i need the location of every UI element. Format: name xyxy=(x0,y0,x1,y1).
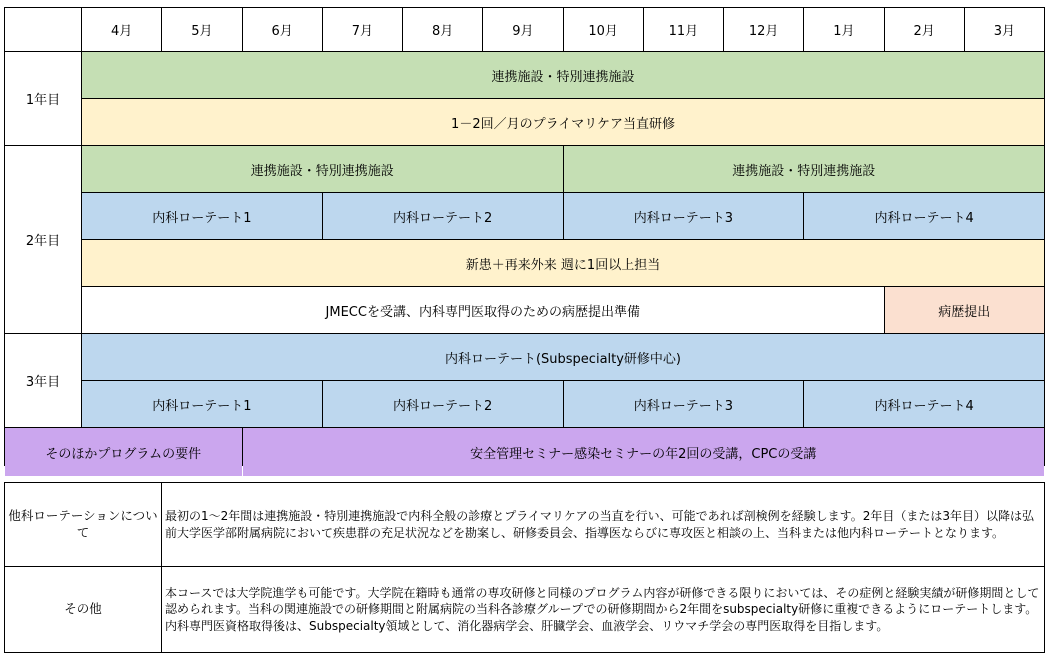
month-header: 8月 xyxy=(403,8,482,51)
year3-rotation-4: 内科ローテート4 xyxy=(804,381,1044,427)
notes-label-rotation: 他科ローテーションについて xyxy=(5,483,162,567)
year2-rotation-1: 内科ローテート1 xyxy=(82,193,322,239)
other-program-label: そのほかプログラムの要件 xyxy=(5,428,242,476)
year2-rotation-3: 内科ローテート3 xyxy=(564,193,804,239)
month-header: 9月 xyxy=(483,8,562,51)
training-schedule-grid xyxy=(4,7,1045,466)
year3-rotation-2: 内科ローテート2 xyxy=(323,381,563,427)
year2-facility-first-half: 連携施設・特別連携施設 xyxy=(82,146,563,192)
header-corner xyxy=(5,8,81,51)
month-header: 4月 xyxy=(82,8,161,51)
year2-jmecc-bar: JMECCを受講、内科専門医取得のための病歴提出準備 xyxy=(82,287,884,333)
month-header: 7月 xyxy=(323,8,402,51)
year3-rotation-center-bar: 内科ローテート(Subspecialty研修中心) xyxy=(82,334,1044,380)
month-header: 2月 xyxy=(885,8,964,51)
year1-primary-care-bar: 1－2回／月のプライマリケア当直研修 xyxy=(82,99,1044,145)
notes-label-other: その他 xyxy=(5,567,162,653)
year2-outpatient-bar: 新患＋再来外来 週に1回以上担当 xyxy=(82,240,1044,286)
year2-rotation-4: 内科ローテート4 xyxy=(804,193,1044,239)
year2-facility-second-half: 連携施設・特別連携施設 xyxy=(564,146,1045,192)
notes-body-rotation: 最初の1～2年間は連携施設・特別連携施設で内科全般の診療とプライマリケアの当直を行い、可能であれば剖検例を経験します。2年目（または3年目）以降は弘前大学医学部附属病院において疾患群の充足状況などを勘案し、研修委員会、指導医ならびに専攻医と相談の上、当科または他内科ローテートとなります。 xyxy=(162,483,1045,567)
year3-label: 3年目 xyxy=(5,334,81,427)
month-header: 10月 xyxy=(564,8,643,51)
notes-row xyxy=(5,567,1045,653)
month-header: 3月 xyxy=(965,8,1044,51)
year3-rotation-1: 内科ローテート1 xyxy=(82,381,322,427)
year3-rotation-3: 内科ローテート3 xyxy=(564,381,804,427)
year2-label: 2年目 xyxy=(5,146,81,333)
month-header: 6月 xyxy=(243,8,322,51)
month-header: 5月 xyxy=(162,8,241,51)
year2-rotation-2: 内科ローテート2 xyxy=(323,193,563,239)
year1-label: 1年目 xyxy=(5,52,81,145)
month-header: 11月 xyxy=(644,8,723,51)
notes-table xyxy=(4,482,1045,653)
notes-row xyxy=(5,483,1045,567)
year2-submission-cell: 病歴提出 xyxy=(885,287,1045,333)
other-program-content: 安全管理セミナー感染セミナーの年2回の受講，CPCの受講 xyxy=(243,428,1045,476)
year1-facility-bar: 連携施設・特別連携施設 xyxy=(82,52,1044,98)
month-header: 12月 xyxy=(724,8,803,51)
notes-body-other: 本コースでは大学院進学も可能です。大学院在籍時も通常の専攻研修と同様のプログラム内容が研修できる限りにおいては、その症例と経験実績が研修期間として認められます。当科の関連施設での研修期間と附属病院の当科各診療グループでの研修期間から2年間をsubspecialty研修に重複できるようにローテートします。内科専門医資格取得後は、Subspecialty領域として、消化器病学会、肝臓学会、血液学会、リウマチ学会の専門医取得を目指します。 xyxy=(162,567,1045,653)
month-header: 1月 xyxy=(804,8,883,51)
